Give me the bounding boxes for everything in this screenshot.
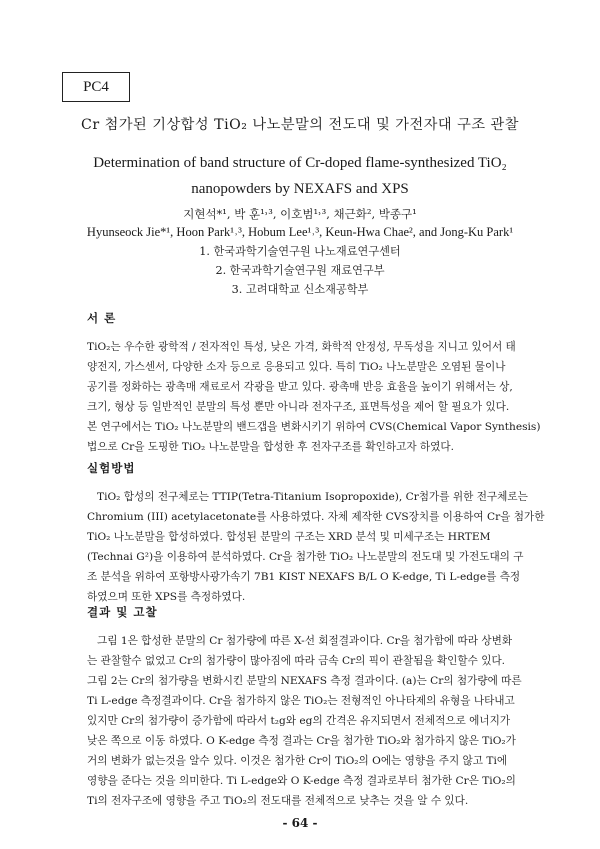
- affiliation-2: 2. 한국과학기술연구원 재료연구부: [215, 264, 385, 277]
- paragraph-line: TiO₂ 나노분말을 합성하였다. 합성된 분말의 구조는 XRD 분석 및 미세구조는 HRTEM: [87, 531, 491, 543]
- paragraph-introduction: [87, 337, 545, 457]
- section-heading-methods: 실험방법: [87, 461, 136, 475]
- paragraph-line: 영향을 준다는 것을 의미한다. Ti L-edge와 O K-edge 측정 결과로부터 첨가한 Cr은 TiO₂의: [87, 775, 516, 787]
- paragraph-line: 그림 1은 합성한 분말의 Cr 첨가량에 따른 X-선 회절결과이다. Cr을 첨가함에 따라 상변화: [97, 635, 513, 647]
- english-title: [70, 150, 530, 202]
- english-title-line-1: Determination of band structure of Cr-doped flame-synthesized TiO₂: [93, 155, 507, 171]
- paragraph-line: 낮은 쪽으로 이동 하였다. O K-edge 측정 결과는 Cr을 첨가한 TiO₂와 첨가하지 않은 TiO₂가: [87, 735, 516, 747]
- section-heading-results: 결과 및 고찰: [87, 605, 158, 619]
- paragraph-line: 있지만 Cr의 첨가량이 증가함에 따라서 t₂g와 eg의 간격은 유지되면서 전체적으로 에너지가: [87, 715, 511, 727]
- korean-title: Cr 첨가된 기상합성 TiO₂ 나노분말의 전도대 및 가전자대 구조 관찰: [81, 117, 519, 133]
- paragraph-methods: [87, 487, 545, 607]
- affiliation-3: 3. 고려대학교 신소재공학부: [231, 283, 369, 296]
- paragraph-results: [87, 631, 545, 811]
- paragraph-line: 하였으며 또한 XPS를 측정하였다.: [87, 591, 246, 603]
- paragraph-line: (Technai G²)을 이용하여 분석하였다. Cr을 첨가한 TiO₂ 나노분말의 전도대 및 가전도대의 구: [87, 551, 524, 563]
- page-number: - 64 -: [282, 816, 318, 830]
- paragraph-line: 조 분석을 위하여 포항방사광가속기 7B1 KIST NEXAFS B/L O K-edge, Ti L-edge를 측정: [87, 571, 521, 583]
- section-heading-introduction: 서 론: [87, 311, 117, 325]
- english-title-line-2: nanopowders by NEXAFS and XPS: [191, 181, 409, 197]
- authors-english: Hyunseock Jie*¹, Hoon Park¹˒³, Hobum Lee¹˒³, Keun-Hwa Chae², and Jong-Ku Park¹: [86, 225, 514, 239]
- paragraph-line: 본 연구에서는 TiO₂ 나노분말의 밴드갭을 변화시키기 위하여 CVS(Chemical Vapor Synthesis): [87, 421, 541, 433]
- paragraph-line: TiO₂ 합성의 전구체로는 TTIP(Tetra-Titanium Isopropoxide), Cr첨가를 위한 전구체로는: [97, 491, 528, 503]
- paragraph-line: 그림 2는 Cr의 첨가량을 변화시킨 분말의 NEXAFS 측정 결과이다. (a)는 Cr의 첨가량에 따른: [87, 675, 522, 687]
- paragraph-line: 공기를 정화하는 광촉매 재료로서 각광을 받고 있다. 광촉매 반응 효율을 높이기 위해서는 상,: [87, 381, 513, 393]
- paragraph-line: 는 관찰할수 없었고 Cr의 첨가량이 많아짐에 따라 금속 Cr의 픽이 관찰됨을 확인할수 있다.: [87, 655, 506, 667]
- paragraph-line: 양전지, 가스센서, 다양한 소자 등으로 응용되고 있다. 특히 TiO₂ 나노분말은 오염된 물이나: [87, 361, 506, 373]
- paragraph-line: TiO₂는 우수한 광학적 / 전자적인 특성, 낮은 가격, 화학적 안정성, 무독성을 지니고 있어서 태: [87, 341, 516, 353]
- affiliation-1: 1. 한국과학기술연구원 나노재료연구센터: [199, 245, 401, 258]
- paragraph-line: Ti L-edge 측정결과이다. Cr을 첨가하지 않은 TiO₂는 전형적인 아나타제의 유형을 나타내고: [87, 695, 515, 707]
- paragraph-line: 크기, 형상 등 일반적인 분말의 특성 뿐만 아니라 전자구조, 표면특성을 제어 할 필요가 있다.: [87, 401, 510, 413]
- abstract-code-box: PC4: [62, 72, 130, 102]
- paragraph-line: 법으로 Cr을 도핑한 TiO₂ 나노분말을 합성한 후 전자구조를 확인하고자 하였다.: [87, 441, 455, 453]
- paragraph-line: Chromium (III) acetylacetonate를 사용하였다. 자체 제작한 CVS장치를 이용하여 Cr을 첨가한: [87, 511, 545, 523]
- authors-korean: 지현석*¹, 박 훈¹˒³, 이호범¹˒³, 채근화², 박종구¹: [183, 207, 417, 221]
- paragraph-line: 거의 변화가 없는것을 알수 있다. 이것은 첨가한 Cr이 TiO₂의 O에는 영향을 주지 않고 Ti에: [87, 755, 508, 767]
- paragraph-line: Ti의 전자구조에 영향을 주고 TiO₂의 전도대를 전체적으로 낮추는 것을 알 수 있다.: [87, 795, 469, 807]
